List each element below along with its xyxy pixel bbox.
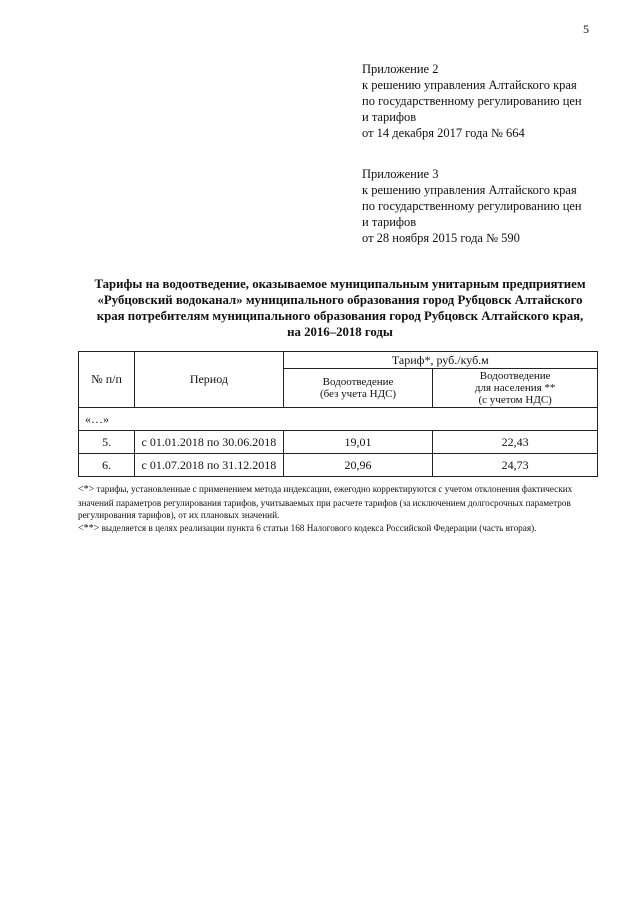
footnote-2-text: выделяется в целях реализации пункта 6 статьи 168 Налогового кодекса Российской Федерации (часть вторая). [99,522,537,533]
header-population-line: (с учетом НДС) [478,394,552,406]
header-tariff: Тариф*, руб./куб.м [283,352,597,369]
appendix-2-date: от 14 декабря 2017 года № 664 [362,126,525,140]
cell-tariff-b: 24,73 [433,454,598,477]
title-line: «Рубцовский водоканал» муниципального образования город Рубцовск Алтайского [97,293,583,307]
title-line: Тарифы на водоотведение, оказываемое муниципальным унитарным предприятием [94,277,586,291]
appendix-2-header [362,61,622,141]
header-period: Период [135,352,284,408]
appendix-3-title: Приложение 3 [362,167,439,181]
cell-tariff-b: 22,43 [433,431,598,454]
table-row [79,454,598,477]
page-number: 5 [583,22,589,36]
cell-period: с 01.07.2018 по 31.12.2018 [135,454,284,477]
appendix-3-header [362,166,622,246]
table-header-row [79,352,598,369]
ellipsis-cell: «…» [79,408,598,431]
appendix-3-line: по государственному регулированию цен [362,199,582,213]
cell-num: 6. [79,454,135,477]
cell-tariff-a: 20,96 [283,454,433,477]
cell-num: 5. [79,431,135,454]
footnote-2-mark: <**> [78,522,100,534]
title-line: на 2016–2018 годы [287,325,393,339]
appendix-2-line: и тарифов [362,110,417,124]
tariff-table [78,351,598,477]
title-line: края потребителям муниципального образования город Рубцовск Алтайского края, [96,309,584,323]
header-num: № п/п [79,352,135,408]
header-population-line: Водоотведение [479,370,551,382]
cell-period: с 01.01.2018 по 30.06.2018 [135,431,284,454]
appendix-3-date: от 28 ноября 2015 года № 590 [362,231,520,245]
appendix-2-title: Приложение 2 [362,62,439,76]
table-row-ellipsis [79,408,598,431]
footnote-1 [78,483,598,522]
header-wastewater [283,369,433,408]
footnote-1-mark: <*> [78,484,95,495]
header-wastewater-line: Водоотведение [322,376,394,388]
header-wastewater-population [433,369,598,408]
footnote-2 [78,522,598,536]
appendix-2-line: по государственному регулированию цен [362,94,582,108]
footnote-1-text: тарифы, установленные с применением метода индексации, ежегодно корректируются с учетом отклонения фактических значений параметров регулирования тарифов, учитываемых при расчете тарифов (за исключением долгосрочных параметров регулирования тарифов), от их плановых значений. [78,484,573,520]
footnotes [78,483,598,535]
appendix-3-line: к решению управления Алтайского края [362,183,577,197]
document-title [70,276,610,340]
header-wastewater-line: (без учета НДС) [319,388,397,400]
appendix-3-line: и тарифов [362,215,417,229]
header-population-line: для населения ** [474,382,556,394]
cell-tariff-a: 19,01 [283,431,433,454]
appendix-2-line: к решению управления Алтайского края [362,78,577,92]
table-row [79,431,598,454]
